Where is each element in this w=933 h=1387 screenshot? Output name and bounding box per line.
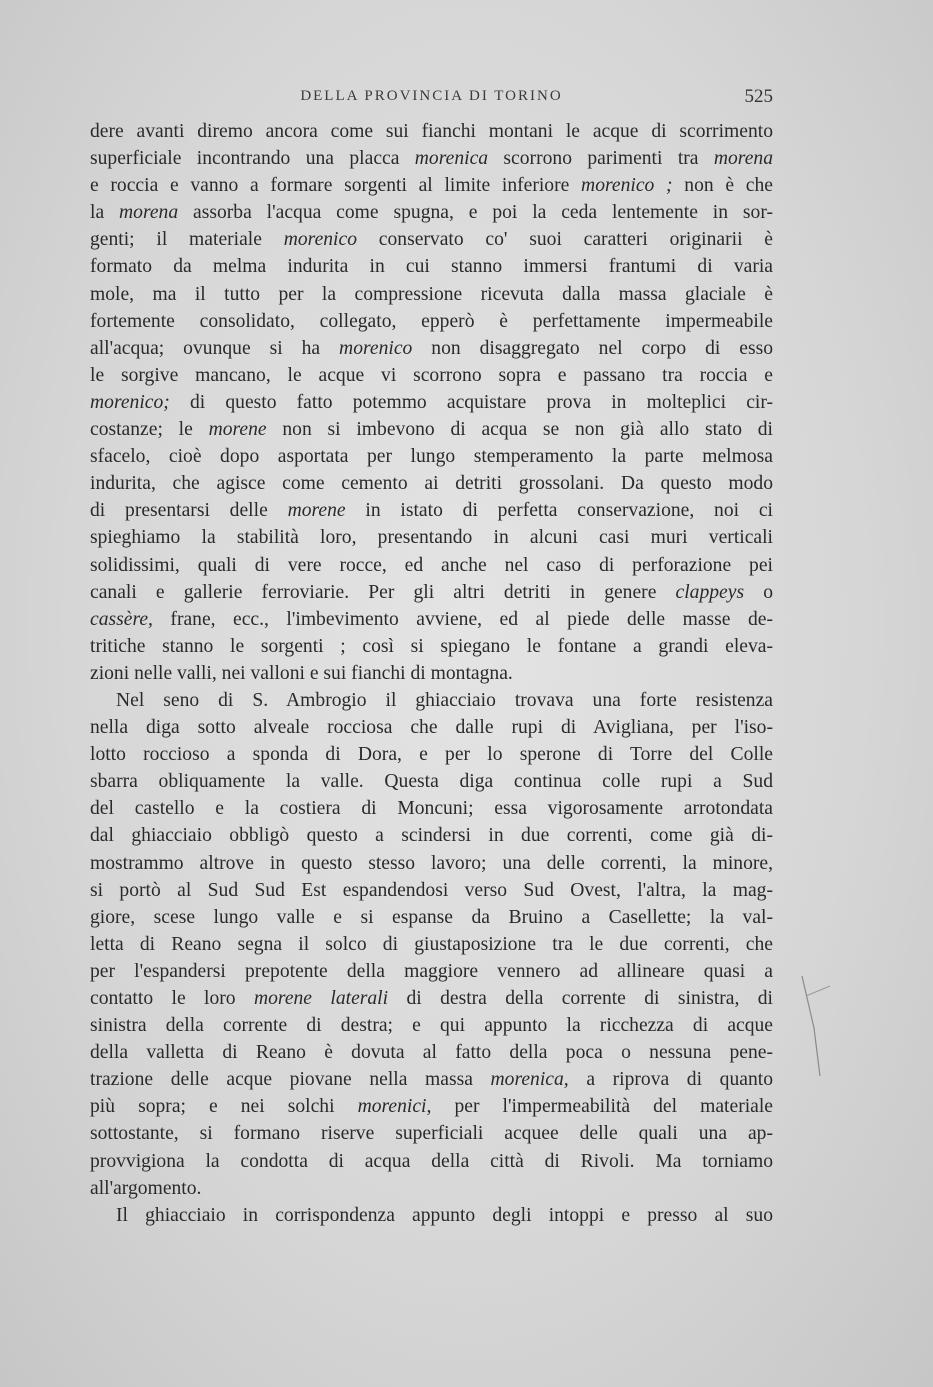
text-line — [90, 416, 773, 443]
italic-run: morena — [119, 202, 179, 224]
text-run: le sorgive mancano, le acque vi scorrono sopra e passano tra roccia e — [90, 364, 773, 386]
text-run: trazione delle acque piovane nella massa — [90, 1069, 491, 1091]
text-line — [90, 497, 773, 524]
text-run: dere avanti diremo ancora come sui fianchi montani le acque di scorrimento — [90, 121, 773, 142]
text-line — [90, 660, 773, 687]
text-line — [90, 118, 773, 145]
text-run: del castello e la costiera di Moncuni; essa vigorosamente arrotondata — [90, 798, 773, 820]
text-run: zioni nelle valli, nei valloni e sui fianchi di montagna. — [90, 662, 513, 684]
text-line — [90, 795, 773, 822]
italic-run: clappeys — [675, 581, 745, 603]
text-run: la — [90, 202, 120, 224]
text-run: più sopra; e nei solchi — [90, 1096, 358, 1118]
text-run: giore, scese lungo valle e si espanse da Bruino a Casellette; la val- — [90, 906, 773, 928]
italic-run: morene — [208, 419, 267, 441]
text-line — [90, 253, 773, 280]
text-line — [90, 714, 773, 741]
text-run: genti; il materiale — [90, 229, 284, 251]
italic-run: morenica — [414, 148, 489, 170]
text-run: sottostante, si formano riserve superficiali acquee delle quali una ap- — [90, 1123, 773, 1145]
text-run: solidissimi, quali di vere rocce, ed anche nel caso di perforazione pei — [90, 554, 773, 576]
text-run: indurita, che agisce come cemento ai detriti grossolani. Da questo modo — [90, 473, 773, 495]
text-line — [90, 1148, 773, 1175]
text-line — [90, 931, 773, 958]
text-run: dal ghiacciaio obbligò questo a scindersi in due correnti, come già di- — [90, 825, 773, 847]
text-run: formato da melma indurita in cui stanno immersi frantumi di varia — [90, 256, 773, 278]
text-run: canali e gallerie ferroviarie. Per gli altri detriti in genere — [90, 581, 676, 603]
text-run: provvigiona la condotta di acqua della città di Rivoli. Ma torniamo — [90, 1150, 773, 1172]
text-run: di presentarsi delle — [90, 500, 288, 522]
text-line — [90, 985, 773, 1012]
text-run: si portò al Sud Sud Est espandendosi verso Sud Ovest, l'altra, la mag- — [90, 879, 773, 901]
text-run: sbarra obliquamente la valle. Questa diga continua colle rupi a Sud — [90, 771, 773, 793]
text-run: o — [744, 581, 773, 603]
italic-run: cassère, — [90, 608, 153, 630]
text-line — [90, 877, 773, 904]
text-line — [90, 172, 773, 199]
text-run: sinistra della corrente di destra; e qui appunto la ricchezza di acque — [90, 1015, 773, 1037]
text-run: superficiale incontrando una placca — [90, 148, 415, 170]
text-run: scorrono parimenti tra — [488, 148, 714, 170]
text-run: Il ghiacciaio in corrispondenza appunto degli intoppi e presso al suo — [116, 1204, 773, 1226]
text-line — [90, 443, 773, 470]
italic-run: morenici, — [357, 1096, 432, 1118]
text-line — [90, 579, 773, 606]
text-run: tritiche stanno le sorgenti ; così si spiegano le fontane a grandi eleva- — [90, 635, 773, 657]
italic-run: morena — [713, 148, 773, 170]
text-run: di questo fatto potemmo acquistare prova in molteplici cir- — [169, 391, 773, 413]
text-line — [90, 1202, 773, 1229]
italic-run: morenico — [283, 229, 357, 251]
italic-run: morene laterali — [253, 988, 389, 1009]
text-line — [90, 904, 773, 931]
text-run: della valletta di Reano è dovuta al fatto della poca o nessuna pene- — [90, 1042, 773, 1064]
text-run: contatto le loro — [90, 988, 254, 1009]
text-line — [90, 687, 773, 714]
page-number: 525 — [744, 86, 773, 107]
text-run: costanze; le — [90, 419, 209, 441]
text-run: a riprova di quanto — [568, 1069, 773, 1091]
text-run: e roccia e vanno a formare sorgenti al limite inferiore — [90, 175, 582, 197]
text-line — [90, 1066, 773, 1093]
italic-run: morenico; — [90, 391, 170, 413]
text-line — [90, 768, 773, 795]
running-head — [90, 88, 773, 114]
text-run: per l'impermeabilità del materiale — [431, 1096, 773, 1118]
text-run: mole, ma il tutto per la compressione ricevuta dalla massa glaciale è — [90, 283, 773, 305]
text-line — [90, 741, 773, 768]
text-run: non disaggregato nel corpo di esso — [412, 337, 773, 359]
text-run: di destra della corrente di sinistra, di — [388, 988, 773, 1009]
text-run: non è che — [672, 175, 773, 197]
text-line — [90, 1175, 773, 1202]
text-line — [90, 1120, 773, 1147]
text-run: all'acqua; ovunque si ha — [90, 337, 340, 359]
body-text — [90, 118, 773, 1229]
text-line — [90, 335, 773, 362]
text-run: per l'espandersi prepotente della maggiore vennero ad allineare quasi a — [90, 960, 773, 982]
text-line — [90, 470, 773, 497]
italic-run: morene — [287, 500, 346, 522]
text-line — [90, 633, 773, 660]
text-line — [90, 226, 773, 253]
italic-run: morenico — [339, 337, 413, 359]
text-line — [90, 850, 773, 877]
text-run: mostrammo altrove in questo stesso lavoro; una delle correnti, la minore, — [90, 852, 773, 874]
text-line — [90, 145, 773, 172]
text-line — [90, 822, 773, 849]
text-run: nella diga sotto alveale rocciosa che dalle rupi di Avigliana, per l'iso- — [90, 717, 773, 739]
text-run: spieghiamo la stabilità loro, presentando in alcuni casi muri verticali — [90, 527, 773, 549]
text-line — [90, 958, 773, 985]
text-run: assorba l'acqua come spugna, e poi la ceda lentemente in sor- — [178, 202, 773, 224]
text-run: frane, ecc., l'imbevimento avviene, ed al piede delle masse de- — [152, 608, 773, 630]
text-line — [90, 1012, 773, 1039]
text-run: all'argomento. — [90, 1177, 202, 1199]
text-line — [90, 199, 773, 226]
italic-run: morenica, — [490, 1069, 569, 1091]
text-run: fortemente consolidato, collegato, epperò è perfettamente impermeabile — [90, 310, 773, 332]
text-line — [90, 308, 773, 335]
text-line — [90, 1039, 773, 1066]
text-line — [90, 281, 773, 308]
text-run: letta di Reano segna il solco di giustaposizione tra le due correnti, che — [90, 933, 773, 955]
running-title: DELLA PROVINCIA DI TORINO — [300, 88, 563, 104]
text-run: in istato di perfetta conservazione, noi ci — [345, 500, 774, 522]
text-run: sfacelo, cioè dopo asportata per lungo stemperamento la parte melmosa — [90, 446, 773, 468]
text-run: non si imbevono di acqua se non già allo stato di — [266, 419, 773, 441]
text-line — [90, 606, 773, 633]
italic-run: morenico ; — [581, 175, 673, 197]
text-line — [90, 552, 773, 579]
text-line — [90, 362, 773, 389]
text-run: Nel seno di S. Ambrogio il ghiacciaio trovava una forte resistenza — [116, 689, 773, 711]
text-run: lotto roccioso a sponda di Dora, e per lo sperone di Torre del Colle — [90, 744, 773, 766]
text-line — [90, 389, 773, 416]
text-line — [90, 524, 773, 551]
text-run: conservato co' suoi caratteri originarii è — [357, 229, 773, 251]
text-line — [90, 1093, 773, 1120]
margin-pencil-mark — [800, 968, 840, 1078]
